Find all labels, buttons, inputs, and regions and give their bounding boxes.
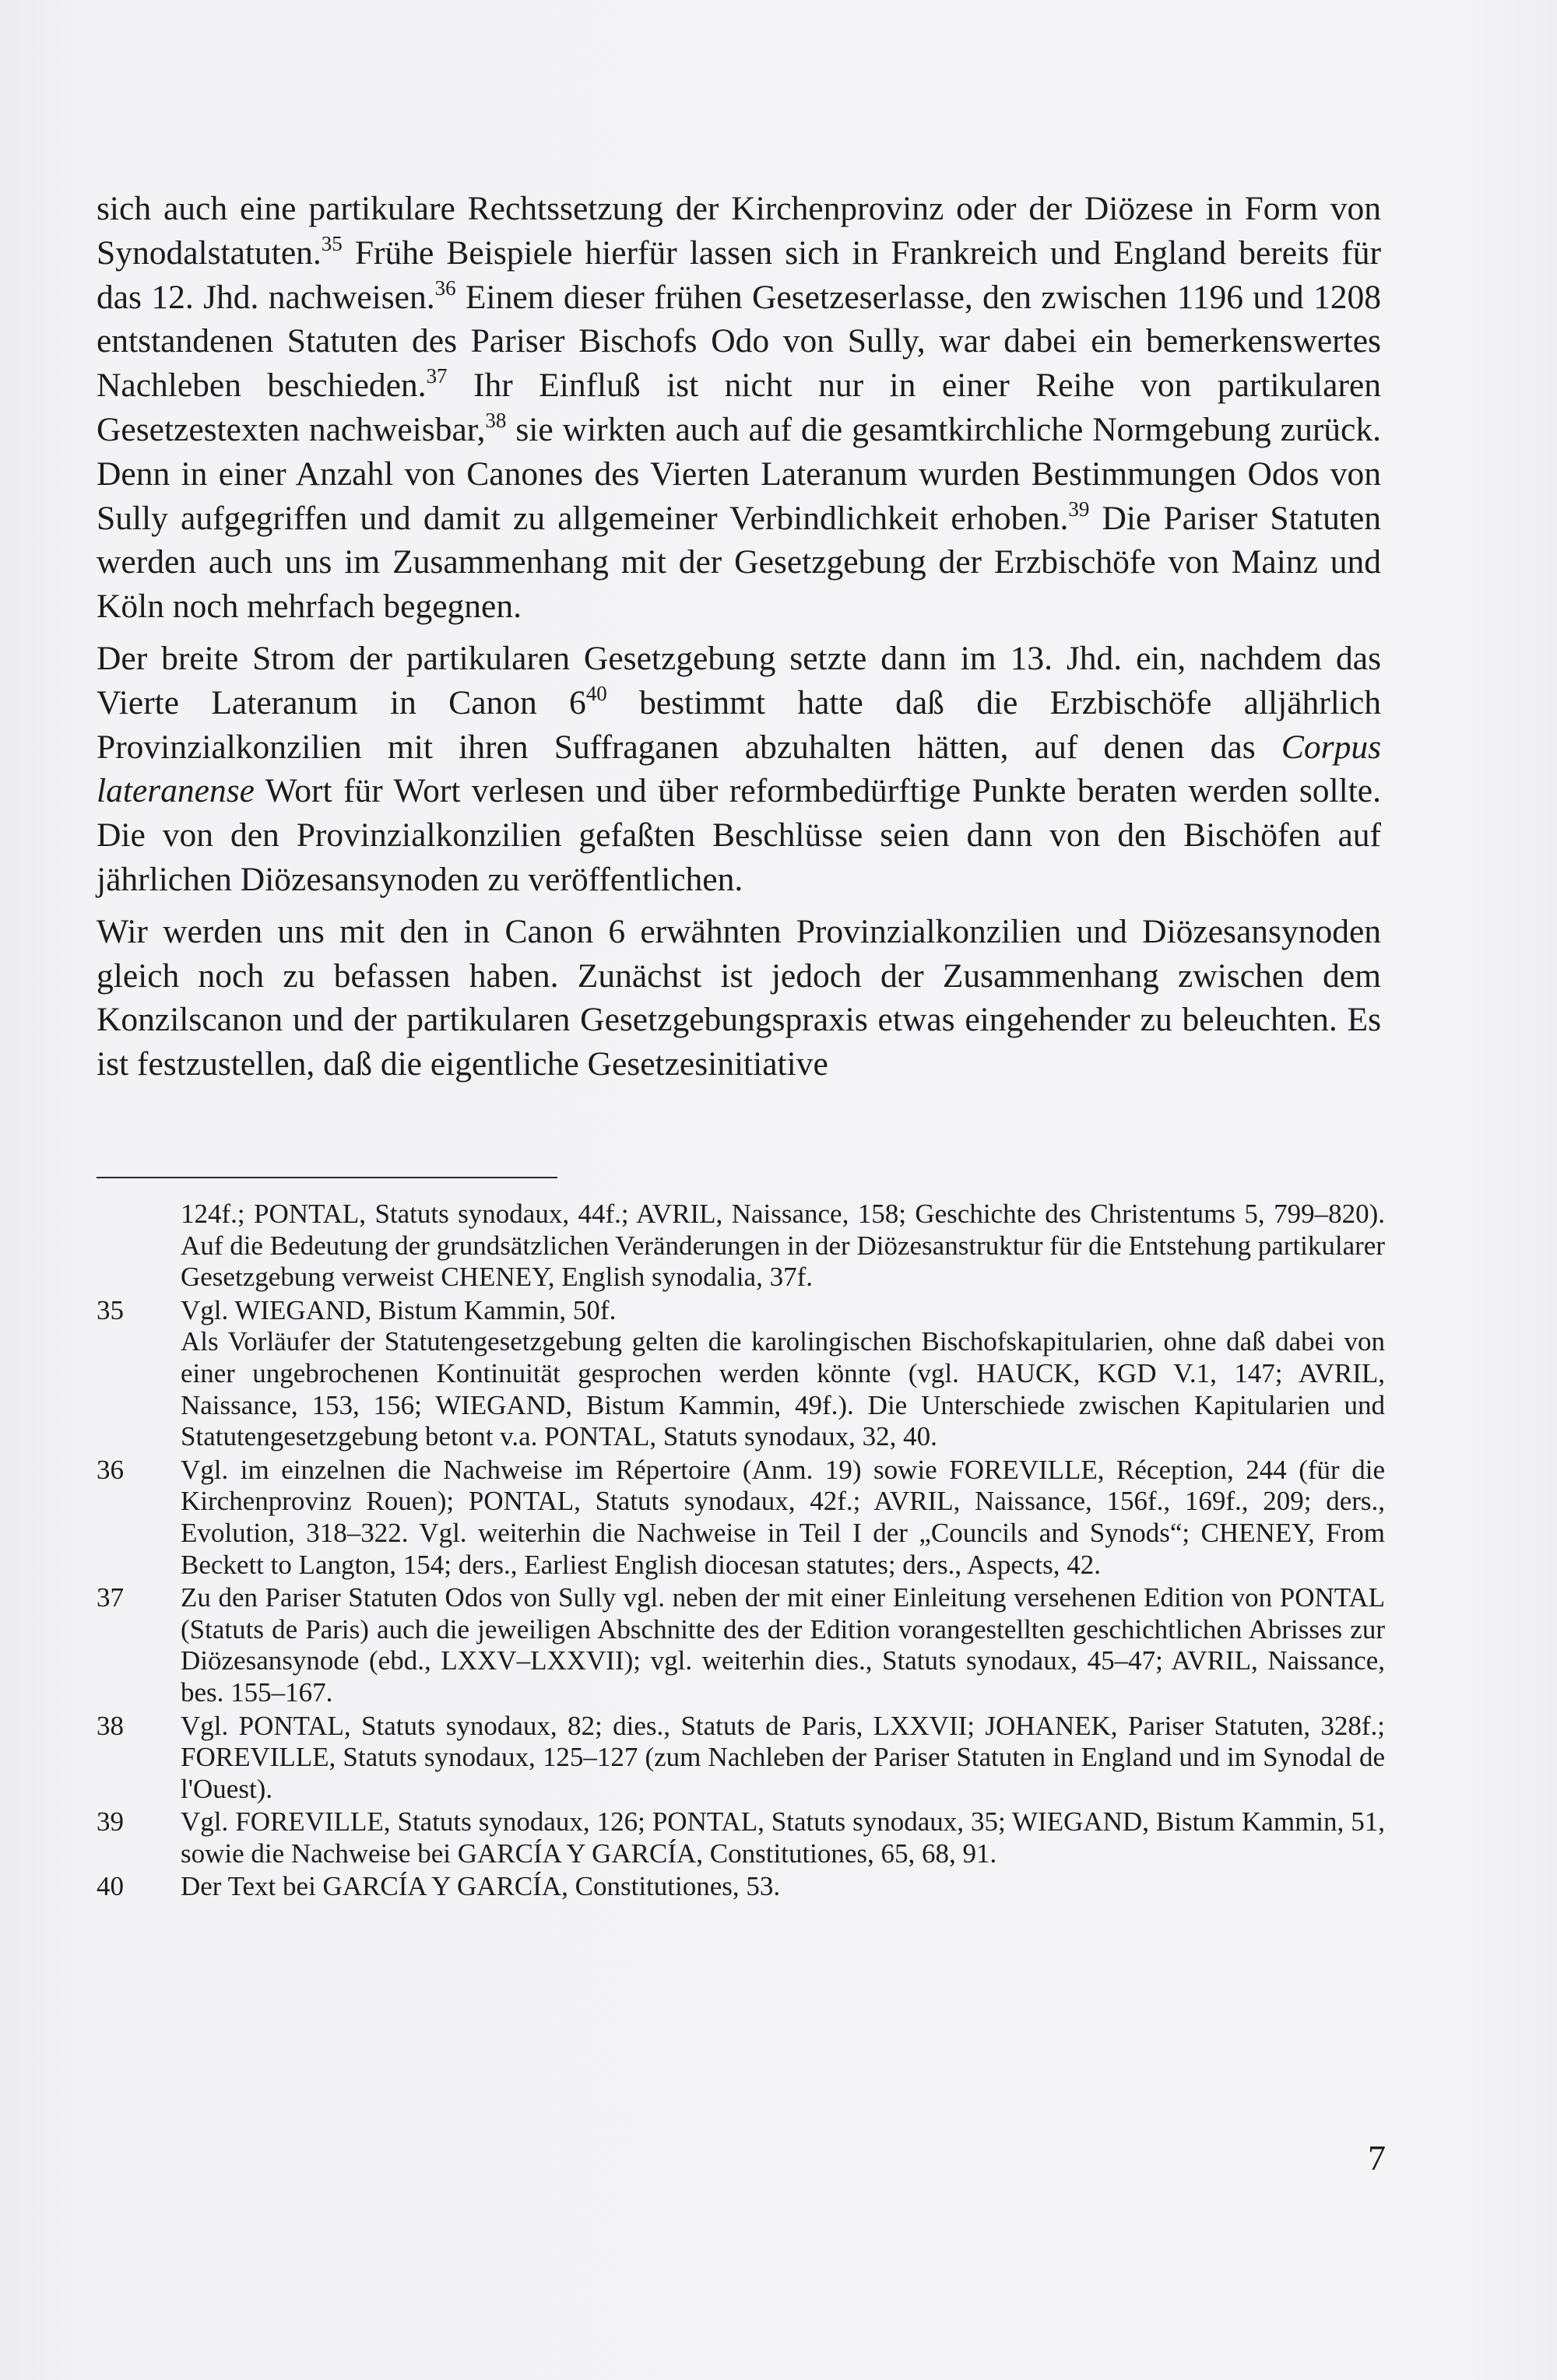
text-run: Die Pariser Statuten werden auch uns im Zusammenhang mit der Gesetzgebung der Erzbischöfe von Mainz und Köln noch mehrfach begegnen. (97, 499, 1381, 626)
page-number: 7 (1368, 2138, 1386, 2178)
footnote-text (181, 1711, 1385, 1806)
footnote-number: 38 (97, 1710, 124, 1741)
footnote-number: 37 (97, 1582, 124, 1613)
paragraph-3 (97, 910, 1381, 1086)
footnote-40 (97, 1871, 1385, 1903)
footnote-ref-38: 38 (485, 409, 507, 433)
text-run: Der breite Strom der partikularen Gesetzgebung setzte dann im 13. Jhd. ein, nachdem das Vierte Lateranum in Canon 6 (97, 639, 1381, 721)
footnote-paragraph: Vgl. PONTAL, Statuts synodaux, 82; dies., Statuts de Paris, LXXVII; JOHANEK, Pariser Statuten, 328f.; FOREVILLE, Statuts synodaux, 125–127 (zum Nachleben der Pariser Statuten in England und im Synodal de l'Ouest). (181, 1710, 1385, 1804)
footnote-37 (97, 1582, 1385, 1708)
italic-term: Corpus lateranense (97, 728, 1381, 810)
text-run: sie wirkten auch auf die gesamtkirchliche Normgebung zurück. Denn in einer Anzahl von Canones des Vierten Lateranum wurden Bestimmungen Odos von Sully aufgegriffen und damit zu allgemeiner Verbindlichkeit erhoben. (97, 410, 1381, 537)
footnote-number: 40 (97, 1871, 124, 1902)
footnote-ref-40: 40 (585, 682, 607, 706)
text-run: bestimmt hatte daß die Erzbischöfe alljährlich Provinzialkonzilien mit ihren Suffraganen abzuhalten hätten, auf denen das (97, 683, 1382, 766)
footnote-number: 35 (97, 1294, 124, 1325)
footnote-text (181, 1582, 1385, 1708)
footnote-35 (97, 1295, 1385, 1453)
footnote-paragraph: Vgl. FOREVILLE, Statuts synodaux, 126; PONTAL, Statuts synodaux, 35; WIEGAND, Bistum Kammin, 51, sowie die Nachweise bei GARCÍA Y GARCÍA, Constitutiones, 65, 68, 91. (181, 1806, 1385, 1869)
footnote-text (181, 1199, 1385, 1294)
footnote-39 (97, 1806, 1385, 1869)
footnote-number: 36 (97, 1454, 124, 1485)
text-run: Einem dieser frühen Gesetzeserlasse, den zwischen 1196 und 1208 entstandenen Statuten des Pariser Bischofs Odo von Sully, war dabei ein bemerkenswertes Nachleben beschieden. (97, 278, 1381, 405)
text-run: Wir werden uns mit den in Canon 6 erwähnten Provinzialkonzilien und Diözesansynoden gleich noch zu befassen haben. Zunächst ist jedoch der Zusammenhang zwischen dem Konzilscanon und der partikularen Gesetzgebungspraxis etwas eingehender zu beleuchten. Es ist festzustellen, daß die eigentliche Gesetzesinitiative (97, 912, 1381, 1083)
footnote-text (181, 1455, 1385, 1581)
footnote-36 (97, 1455, 1385, 1581)
footnote-paragraph: Als Vorläufer der Statutengesetzgebung gelten die karolingischen Bischofskapitularien, ohne daß dabei von einer ungebrochenen Kontinuität gesprochen werden könnte (vgl. HAUCK, KGD V.1, 147; AVRIL, Naissance, 153, 156; WIEGAND, Bistum Kammin, 49f.). Die Unterschiede zwischen Kapitularien und Statutengesetzgebung betont v.a. PONTAL, Statuts synodaux, 32, 40. (181, 1326, 1385, 1452)
footnote-text (181, 1295, 1385, 1453)
paragraph-1 (97, 187, 1381, 629)
footnote-paragraph: Vgl. WIEGAND, Bistum Kammin, 50f. (181, 1294, 617, 1325)
footnote-paragraph: Zu den Pariser Statuten Odos von Sully vgl. neben der mit einer Einleitung versehenen Edition von PONTAL (Statuts de Paris) auch die jeweiligen Abschnitte des der Edition vorangestellten geschichtlichen Abrisses zur Diözesansynode (ebd., LXXV–LXXVII); vgl. weiterhin dies., Statuts synodaux, 45–47; AVRIL, Naissance, bes. 155–167. (181, 1582, 1385, 1708)
footnote-separator (97, 1177, 557, 1178)
text-run: Wort für Wort verlesen und über reformbedürftige Punkte beraten werden sollte. Die von den Provinzialkonzilien gefaßten Beschlüsse seien dann von den Bischöfen auf jährlichen Diözesansynoden zu veröffentlichen. (97, 772, 1381, 898)
footnote-paragraph: 124f.; PONTAL, Statuts synodaux, 44f.; AVRIL, Naissance, 158; Geschichte des Christentums 5, 799–820). Auf die Bedeutung der grundsätzlichen Veränderungen in der Diözesanstruktur für die Entstehung partikularer Gesetzgebung verweist CHENEY, English synodalia, 37f. (181, 1199, 1385, 1293)
text-run: sich auch eine partikulare Rechtssetzung der Kirchenprovinz oder der Diözese in Form von Synodalstatuten. (97, 190, 1381, 272)
footnotes (97, 1199, 1385, 1903)
footnote-text (181, 1806, 1385, 1869)
footnote-paragraph: Vgl. im einzelnen die Nachweise im Répertoire (Anm. 19) sowie FOREVILLE, Réception, 244 (für die Kirchenprovinz Rouen); PONTAL, Statuts synodaux, 42f.; AVRIL, Naissance, 156f., 169f., 209; ders., Evolution, 318–322. Vgl. weiterhin die Nachweise in Teil I der „Councils and Synods“; CHENEY, From Beckett to Langton, 154; ders., Earliest English diocesan statutes; ders., Aspects, 42. (181, 1454, 1385, 1580)
main-text (97, 187, 1381, 1086)
footnote-ref-36: 36 (434, 276, 456, 300)
paragraph-2 (97, 637, 1381, 902)
footnote-38 (97, 1711, 1385, 1806)
footnote-text (181, 1871, 1385, 1903)
footnote-ref-39: 39 (1068, 497, 1090, 521)
text-run: Frühe Beispiele hierfür lassen sich in Frankreich und England bereits für das 12. Jhd. nachweisen. (97, 233, 1381, 316)
footnote-continuation (97, 1199, 1385, 1294)
footnote-number: 39 (97, 1806, 124, 1838)
footnote-paragraph: Der Text bei GARCÍA Y GARCÍA, Constitutiones, 53. (181, 1871, 781, 1902)
text-run: Ihr Einfluß ist nicht nur in einer Reihe von partikularen Gesetzestexten nachweisbar, (97, 367, 1381, 448)
footnote-ref-37: 37 (426, 364, 448, 388)
footnote-ref-35: 35 (321, 232, 343, 256)
